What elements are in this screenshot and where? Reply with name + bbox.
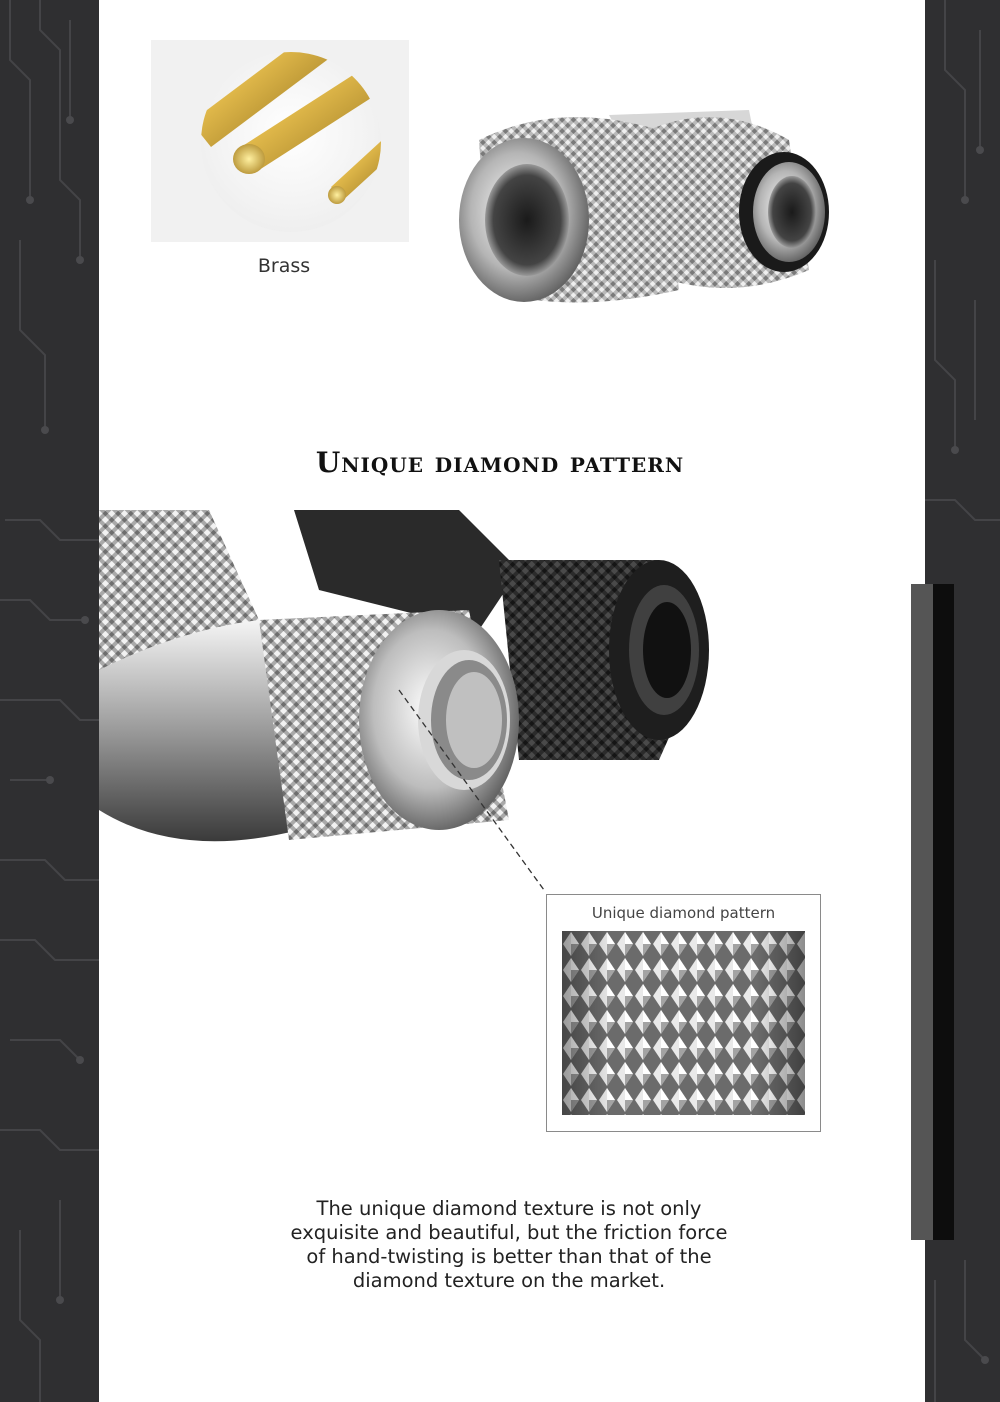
product-description (269, 1197, 749, 1293)
brass-material-photo (151, 40, 409, 242)
diamond-texture-closeup (562, 931, 805, 1115)
texture-zoom-callout (546, 894, 821, 1132)
angle-fitting-photo (449, 100, 849, 315)
product-content-panel (99, 0, 925, 1402)
fitting-closeup-photo (99, 510, 925, 890)
page-scrollbar[interactable] (911, 584, 954, 1240)
description-line: diamond texture on the market. (352, 1269, 666, 1292)
description-line: The unique diamond texture is not only (316, 1197, 702, 1220)
brass-caption: Brass (257, 255, 311, 277)
section-title: Unique diamond pattern (315, 446, 685, 479)
zoom-label: Unique diamond pattern (591, 904, 776, 922)
left-circuit-panel (0, 0, 99, 1402)
description-line: of hand-twisting is better than that of the (306, 1245, 712, 1268)
brass-rods-image (201, 52, 381, 232)
description-line: exquisite and beautiful, but the friction force (290, 1221, 728, 1244)
circuit-pattern-left (0, 0, 99, 1402)
